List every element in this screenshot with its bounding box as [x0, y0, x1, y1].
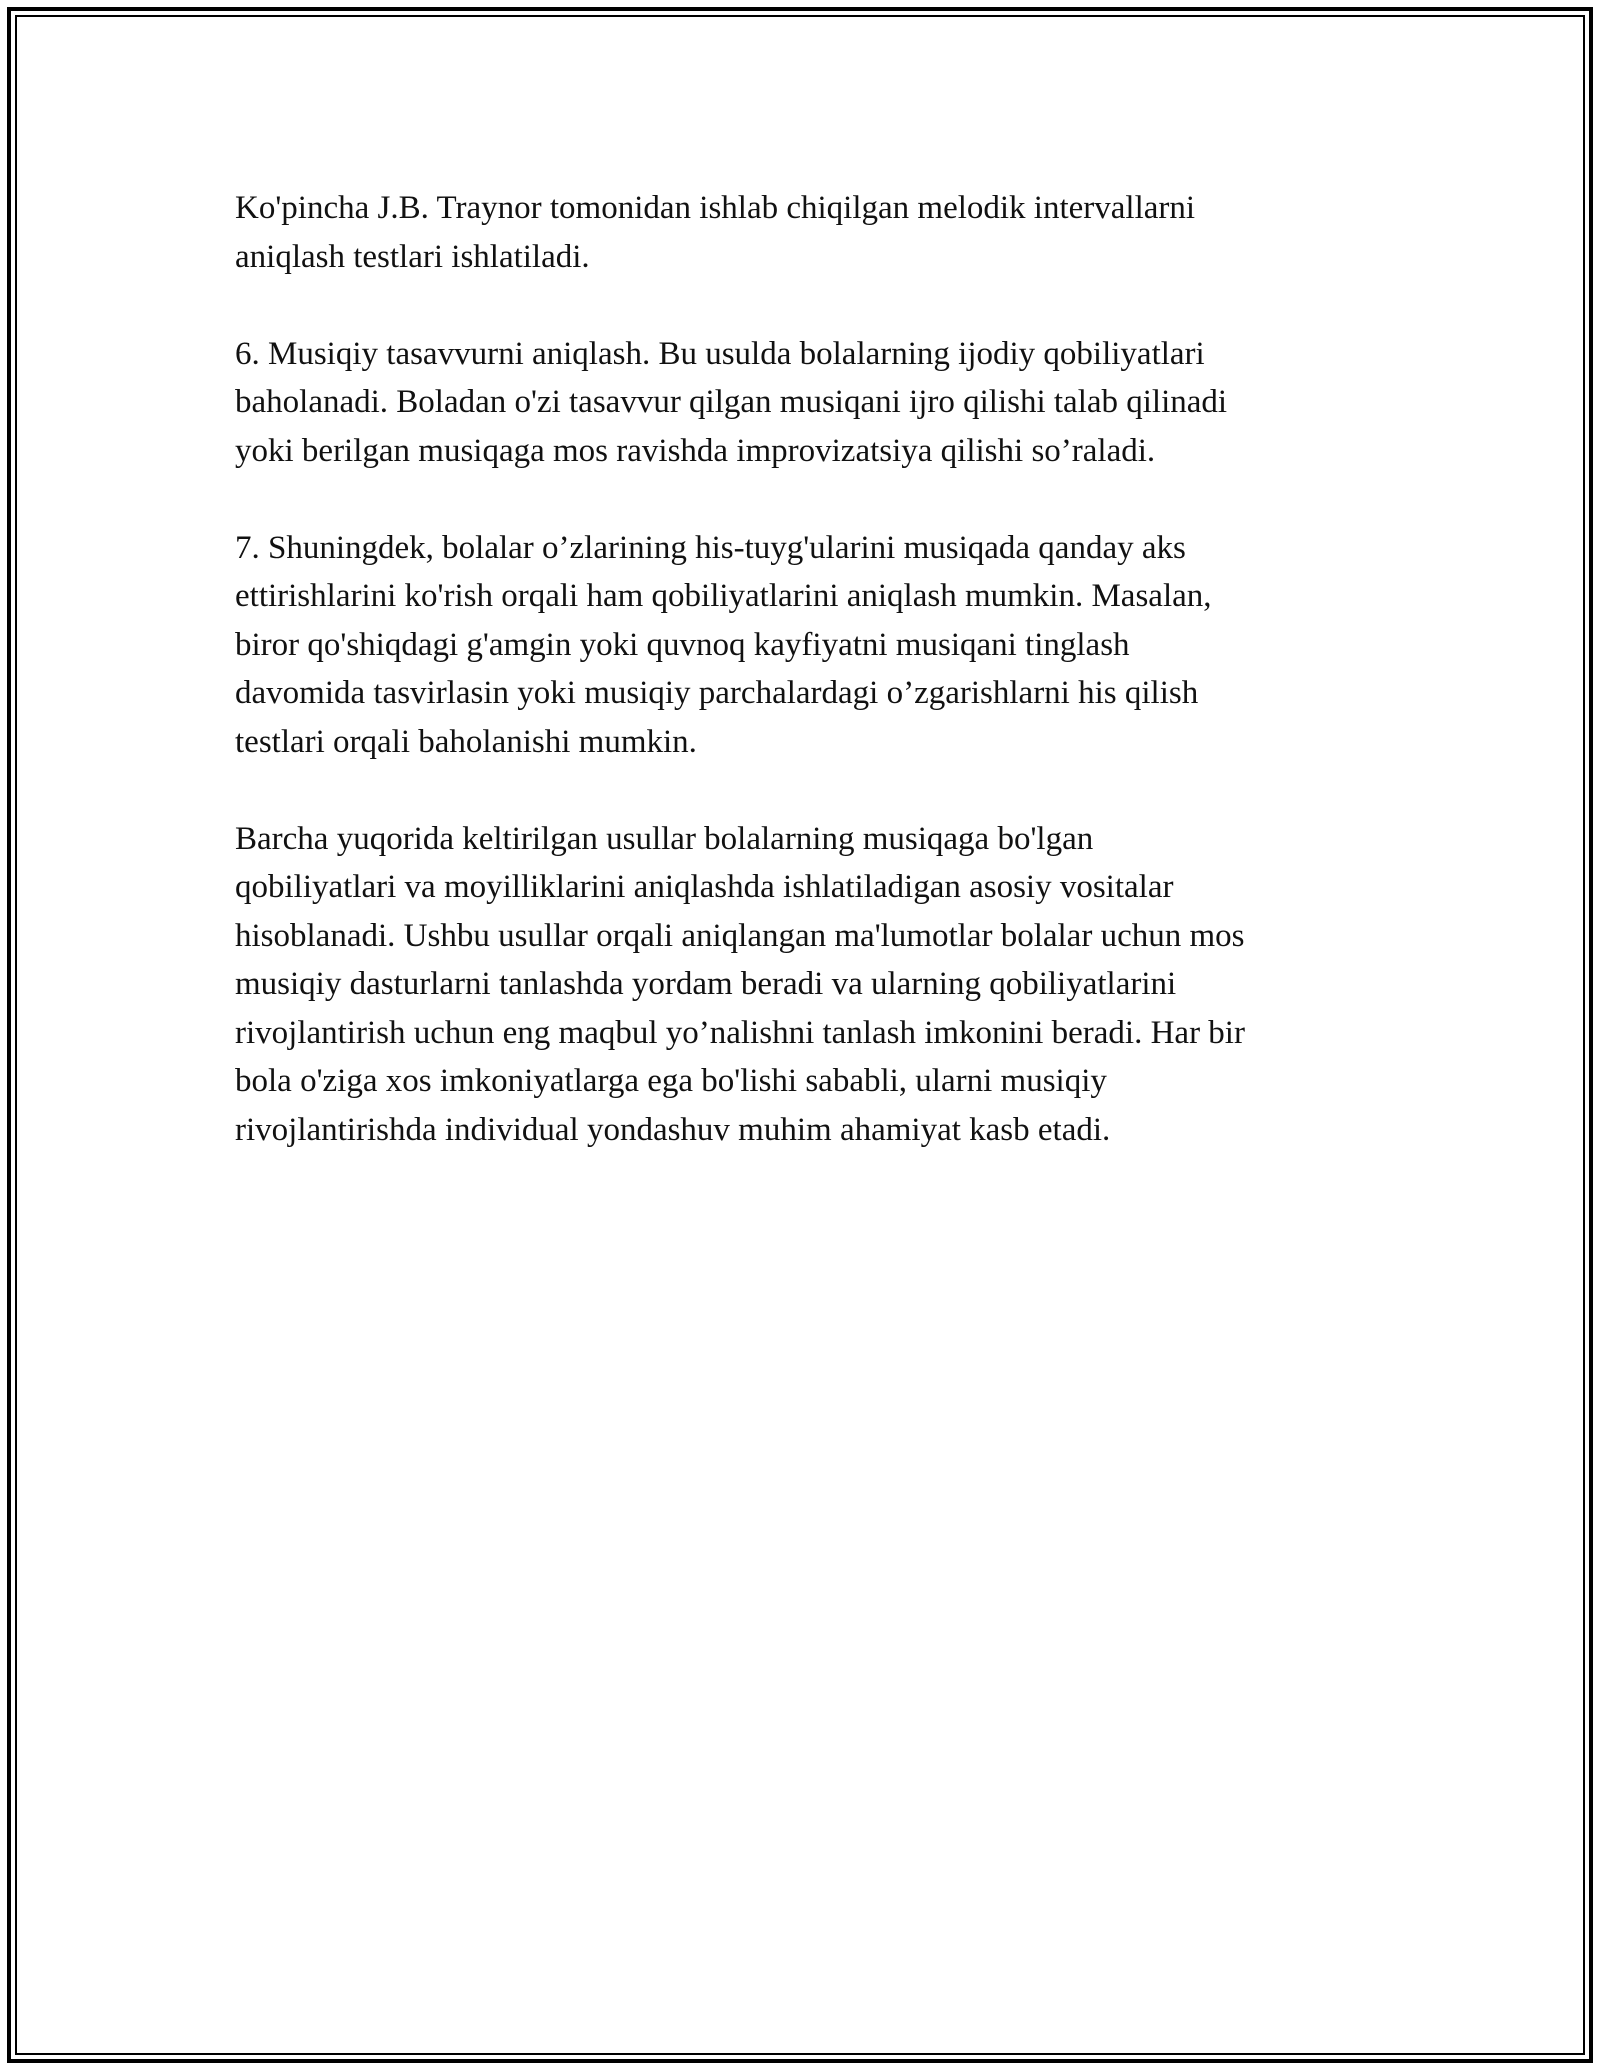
paragraph-intervals-test: Ko'pincha J.B. Traynor tomonidan ishlab chiqilgan melodik intervallarni aniqlash testlari ishlatiladi. [235, 190, 1196, 275]
paragraph-item-6-imagination: 6. Musiqiy tasavvurni aniqlash. Bu usulda bolalarning ijodiy qobiliyatlari baholanadi. Boladan o'zi tasavvur qilgan musiqani ijro qilishi talab qilinadi yoki berilgan musiqaga mos ravishda improvizatsiya qilishi so’raladi. [235, 335, 1228, 469]
document-body [235, 184, 1365, 1203]
paragraph-conclusion: Barcha yuqorida keltirilgan usullar bolalarning musiqaga bo'lgan qobiliyatlari va moyilliklarini aniqlashda ishlatiladigan asosiy vositalar hisoblanadi. Ushbu usullar orqali aniqlangan ma'lumotlar bolalar uchun mos musiqiy dasturlarni tanlashda yordam beradi va ularning qobiliyatlarini rivojlantirish uchun eng maqbul yo’nalishni tanlash imkonini beradi. Har bir bola o'ziga xos imkoniyatlarga ega bo'lishi sababli, ularni musiqiy rivojlantirishda individual yondashuv muhim ahamiyat kasb etadi. [235, 820, 1245, 1148]
paragraph-item-7-emotions: 7. Shuningdek, bolalar o’zlarining his-tuyg'ularini musiqada qanday aks ettirishlarini ko'rish orqali ham qobiliyatlarini aniqlash mumkin. Masalan, biror qo'shiqdagi g'amgin yoki quvnoq kayfiyatni musiqani tinglash davomida tasvirlasin yoki musiqiy parchalardagi o’zgarishlarni his qilish testlari orqali baholanishi mumkin. [235, 529, 1212, 760]
